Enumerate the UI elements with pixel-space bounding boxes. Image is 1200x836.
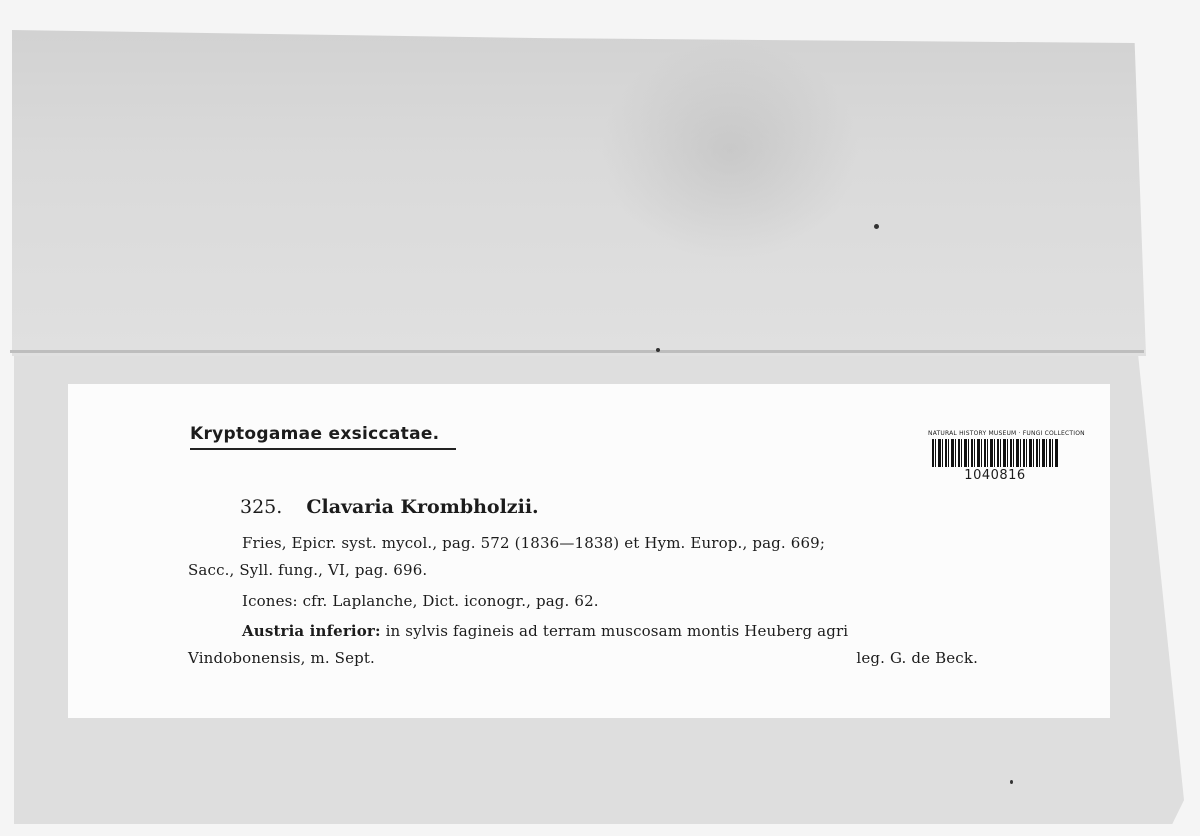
locality-line <box>242 622 848 640</box>
species-line <box>240 496 539 518</box>
icones-line: Icones: cfr. Laplanche, Dict. iconogr., pag. 62. <box>242 592 599 610</box>
fold-crease <box>10 350 1144 353</box>
collector: leg. G. de Beck. <box>856 649 978 667</box>
label-heading: Kryptogamae exsiccatae. <box>190 424 456 450</box>
citation-line: Fries, Epicr. syst. mycol., pag. 572 (1836—1838) et Hym. Europ., pag. 669; <box>242 534 826 552</box>
species-name: Clavaria Krombholzii. <box>306 496 539 518</box>
locality-text: Vindobonensis, m. Sept. <box>188 649 375 667</box>
flap-shadow <box>600 40 860 260</box>
locality-text: in sylvis fagineis ad terram muscosam montis Heuberg agri <box>380 622 849 640</box>
paper-speck <box>874 224 879 229</box>
specimen-number: 325. <box>240 496 283 518</box>
locality-region: Austria inferior: <box>242 622 381 640</box>
specimen-label <box>68 384 1110 718</box>
locality-line <box>188 649 978 667</box>
barcode-block <box>928 430 1085 483</box>
paper-speck <box>656 348 660 352</box>
barcode-caption: NATURAL HISTORY MUSEUM · FUNGI COLLECTION <box>928 430 1085 437</box>
citation-line: Sacc., Syll. fung., VI, pag. 696. <box>188 561 428 579</box>
barcode-icon <box>932 439 1058 467</box>
paper-speck <box>1010 780 1013 784</box>
barcode-number: 1040816 <box>964 468 1026 483</box>
packet-upper-flap <box>12 30 1146 356</box>
